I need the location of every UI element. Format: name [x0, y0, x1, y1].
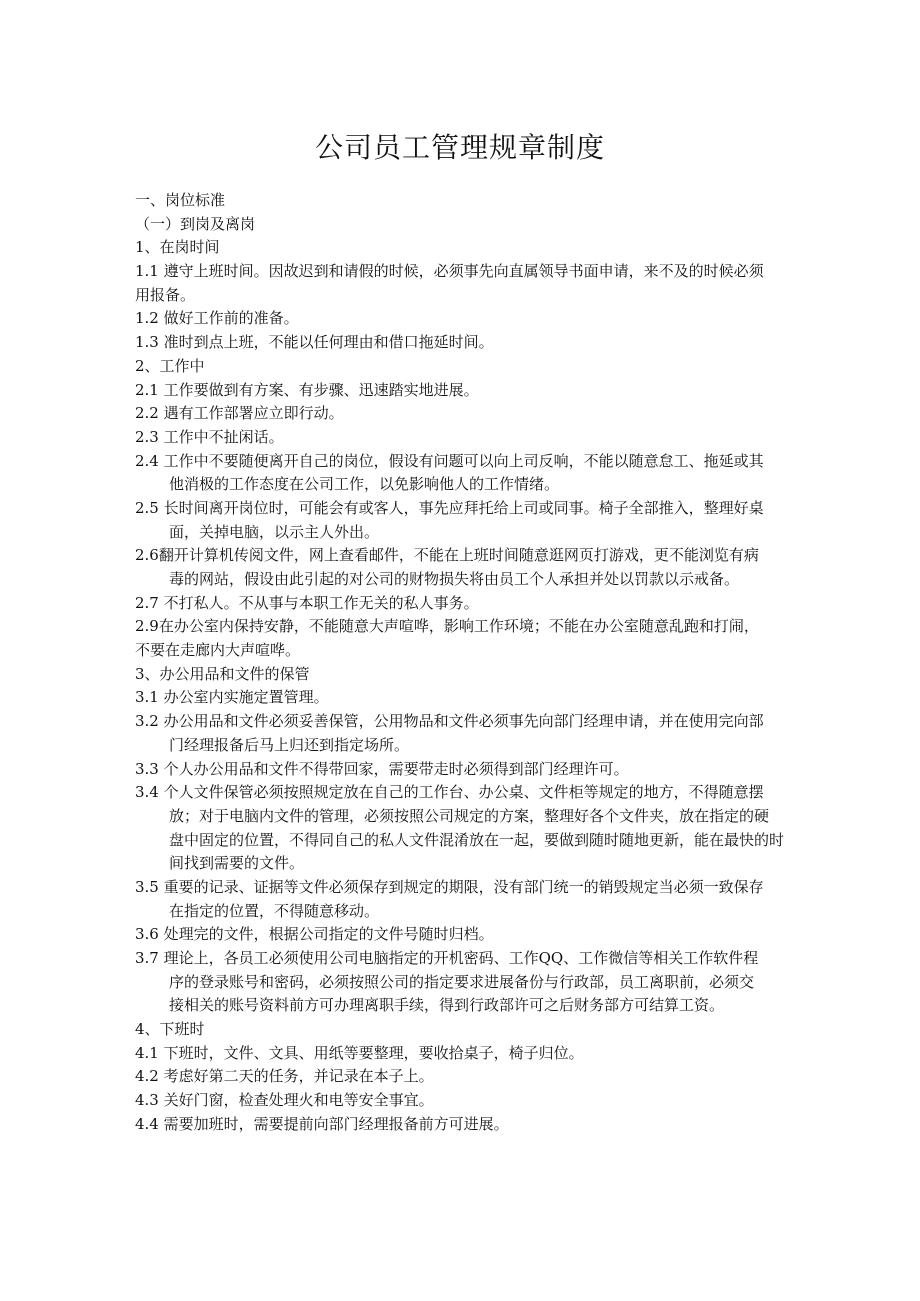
text-line: 3.1 办公室内实施定置管理。 [135, 688, 329, 707]
text-line: 接相关的账号资料前方可办理离职手续，得到行政部许可之后财务部方可结算工资。 [169, 996, 725, 1015]
text-line: 2.9在办公室内保持安静，不能随意大声喧哗，影响工作环境；不能在办公室随意乱跑和打闹， [135, 617, 759, 636]
text-line: 2、工作中 [135, 356, 205, 375]
text-line: 3.6 处理完的文件，根据公司指定的文件号随时归档。 [135, 925, 494, 944]
text-line: 2.3 工作中不扯闲话。 [135, 427, 284, 446]
text-line: 3、办公用品和文件的保管 [135, 664, 310, 683]
text-line: 1、在岗时间 [135, 238, 220, 257]
text-line: 2.1 工作要做到有方案、有步骤、迅速踏实地进展。 [135, 380, 479, 399]
text-line: 3.4 个人文件保管必须按照规定放在自己的工作台、办公桌、文件柜等规定的地方，不得随意摆 [135, 783, 764, 802]
text-line: 2.2 遇有工作部署应立即行动。 [135, 404, 344, 423]
text-line: 1.2 做好工作前的准备。 [135, 309, 299, 328]
document-body [135, 189, 787, 1137]
text-line: 用报备。 [135, 285, 196, 304]
text-line: 2.4 工作中不要随便离开自己的岗位，假设有问题可以向上司反响，不能以随意怠工、拖延或其 [135, 451, 764, 470]
text-line: 2.7 不打私人。不从事与本职工作无关的私人事务。 [135, 593, 479, 612]
text-line: 1.3 准时到点上班，不能以任何理由和借口拖延时间。 [135, 333, 494, 352]
text-line: 放；对于电脑内文件的管理，必须按照公司规定的方案，整理好各个文件夹，放在指定的硬 [169, 806, 770, 825]
text-line: 4.4 需要加班时，需要提前向部门经理报备前方可进展。 [135, 1114, 509, 1133]
text-line: 1.1 遵守上班时间。因故迟到和请假的时候，必须事先向直属领导书面申请，来不及的时候必须 [135, 262, 764, 281]
text-line: 4.3 关好门窗，检查处理火和电等安全事宜。 [135, 1091, 434, 1110]
text-line: 盘中固定的位置，不得同自己的私人文件混淆放在一起，要做到随时随地更新，能在最快的时 [169, 830, 785, 849]
text-line: 2.6翻开计算机传阅文件，网上查看邮件，不能在上班时间随意逛网页打游戏，更不能浏览有病 [135, 546, 759, 565]
text-line: 3.5 重要的记录、证据等文件必须保存到规定的期限，没有部门统一的销毁规定当必须一致保存 [135, 877, 764, 896]
text-line: 面，关掉电脑，以示主人外出。 [169, 522, 380, 541]
text-line: （一）到岗及离岗 [135, 214, 256, 233]
text-line: 在指定的位置，不得随意移动。 [169, 901, 380, 920]
text-line: 3.3 个人办公用品和文件不得带回家，需要带走时必须得到部门经理许可。 [135, 759, 629, 778]
text-line: 4.1 下班时，文件、文具、用纸等要整理，要收拾桌子，椅子归位。 [135, 1043, 584, 1062]
text-line: 一、岗位标准 [135, 191, 226, 209]
text-line: 2.5 长时间离开岗位时，可能会有或客人，事先应拜托给上司或同事。椅子全部推入，整理好桌 [135, 498, 764, 517]
text-line: 他消极的工作态度在公司工作，以免影响他人的工作情绪。 [169, 475, 560, 494]
text-line: 3.7 理论上，各员工必须使用公司电脑指定的开机密码、工作QQ、工作微信等相关工作软件程 [135, 949, 759, 967]
text-line: 间找到需要的文件。 [169, 854, 305, 873]
text-line: 3.2 办公用品和文件必须妥善保管，公用物品和文件必须事先向部门经理申请，并在使用完向部 [135, 712, 764, 731]
text-line: 4.2 考虑好第二天的任务，并记录在本子上。 [135, 1067, 434, 1086]
text-line: 4、下班时 [135, 1020, 205, 1039]
document-title: 公司员工管理规章制度 [314, 131, 605, 164]
text-line: 不要在走廊内大声喧哗。 [135, 641, 301, 660]
text-line: 毒的网站，假设由此引起的对公司的财物损失将由员工个人承担并处以罚款以示戒备。 [169, 570, 740, 588]
text-line: 序的登录账号和密码，必须按照公司的指定要求进展备份与行政部，员工离职前，必须交 [169, 972, 755, 991]
text-line: 门经理报备后马上归还到指定场所。 [169, 735, 410, 754]
